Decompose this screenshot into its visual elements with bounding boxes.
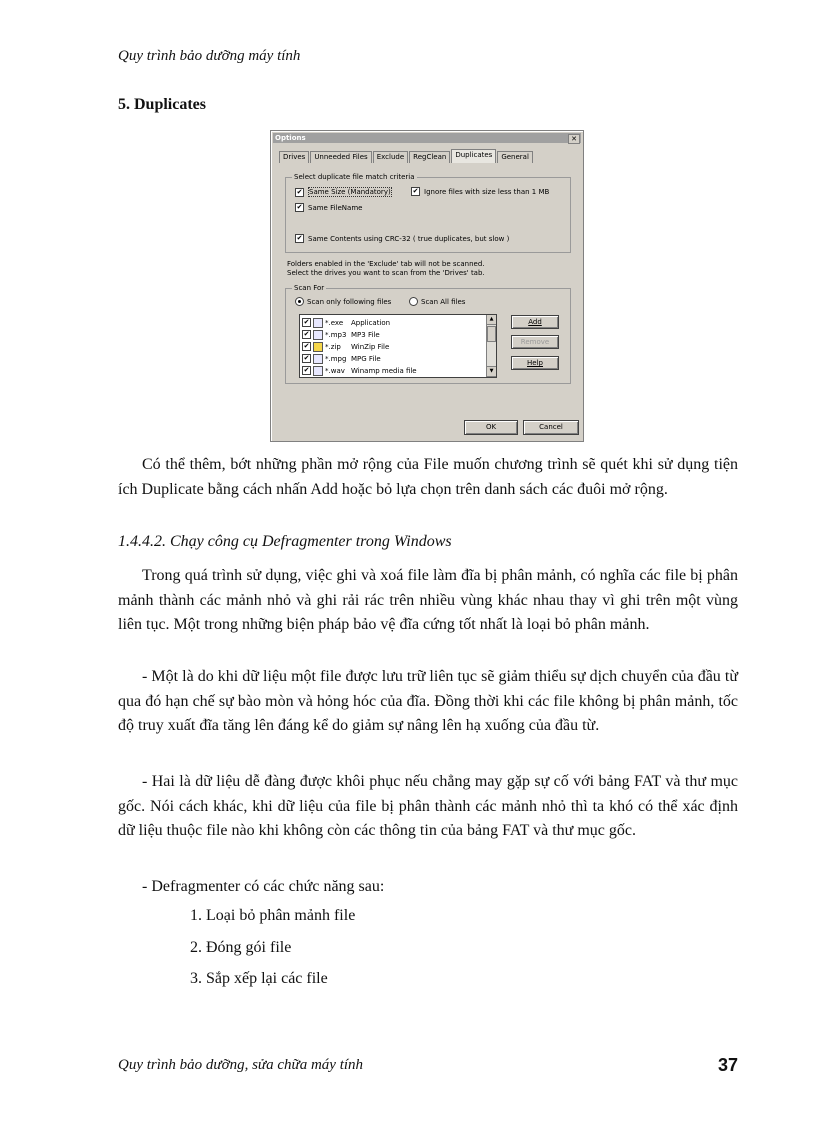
checkbox-mark: ✔ <box>296 187 303 196</box>
page-number: 37 <box>717 1055 738 1075</box>
audio-file-icon <box>313 330 323 340</box>
tab-unneeded-files[interactable]: Unneeded Files <box>310 151 371 163</box>
help-label: Help <box>527 359 543 367</box>
criteria-legend: Select duplicate file match criteria <box>294 173 415 181</box>
scan-for-legend: Scan For <box>294 284 325 292</box>
same-filename-label: Same FileName <box>308 203 363 212</box>
media-file-icon <box>313 366 323 376</box>
ignore-small-checkbox[interactable] <box>411 187 549 196</box>
same-size-label: Same Size (Mandatory) <box>309 188 391 196</box>
list-scrollbar[interactable] <box>486 315 496 377</box>
checkbox-mark: ✔ <box>303 354 310 362</box>
checkbox-mark: ✔ <box>296 203 303 211</box>
list-item[interactable] <box>302 365 417 376</box>
scan-only-radio[interactable] <box>295 297 391 306</box>
file-ext: *.mp3 <box>325 330 347 339</box>
list-item[interactable] <box>302 329 380 340</box>
section-title: 5. Duplicates <box>118 96 206 113</box>
paragraph-reason-two: - Hai là dữ liệu dễ đàng được khôi phục nếu chẳng may gặp sự cố với bảng FAT và thư mục gốc. Nói cách khác, khi dữ liệu của file bị phân thành các mảnh nhỏ thì ta khó có thể xác định dữ liệu thuộc file nào khi không còn các thông tin của bảng FAT và thư mục gốc. <box>118 773 738 839</box>
paragraph-add-extensions: Có thể thêm, bớt những phần mở rộng của File muốn chương trình sẽ quét khi sử dụng tiện ích Duplicate bằng cách nhấn Add hoặc bỏ lựa chọn trên danh sách các đuôi mở rộng. <box>118 456 738 498</box>
file-ext: *.wav <box>325 366 345 375</box>
list-item-defrag: 1. Loại bỏ phân mảnh file <box>190 907 356 924</box>
checkbox-mark: ✔ <box>296 234 303 242</box>
info-exclude: Folders enabled in the 'Exclude' tab will not be scanned. <box>287 260 485 268</box>
add-button[interactable] <box>511 315 559 329</box>
info-drives: Select the drives you want to scan from the 'Drives' tab. <box>287 269 485 277</box>
scroll-down-icon[interactable]: ▼ <box>487 366 496 377</box>
ok-button[interactable]: OK <box>464 420 518 435</box>
tab-regclean[interactable]: RegClean <box>409 151 450 163</box>
scroll-up-icon[interactable]: ▲ <box>487 315 496 325</box>
help-button[interactable] <box>511 356 559 370</box>
file-type-list[interactable] <box>299 314 497 378</box>
video-file-icon <box>313 354 323 364</box>
tab-duplicates[interactable]: Duplicates <box>451 149 496 163</box>
checkbox-mark: ✔ <box>303 342 310 350</box>
subheading-defragmenter: 1.4.4.2. Chạy công cụ Defragmenter trong Windows <box>118 533 452 550</box>
list-item[interactable] <box>302 341 389 352</box>
file-desc: Application <box>351 318 391 327</box>
file-desc: WinZip File <box>351 342 390 351</box>
file-ext: *.mpg <box>325 354 347 363</box>
remove-button[interactable]: Remove <box>511 335 559 349</box>
tab-general[interactable]: General <box>497 151 533 163</box>
tab-drives[interactable]: Drives <box>279 151 309 163</box>
checkbox-mark: ✔ <box>303 318 310 326</box>
same-size-checkbox[interactable] <box>295 187 392 197</box>
paragraph-functions-intro: - Defragmenter có các chức năng sau: <box>142 878 385 895</box>
file-desc: MPG File <box>351 354 381 363</box>
tab-strip <box>279 151 534 163</box>
radio-dot <box>409 297 418 306</box>
file-desc: Winamp media file <box>351 366 417 375</box>
list-item-arrange: 3. Sắp xếp lại các file <box>190 970 328 987</box>
paragraph-reason-one: - Một là do khi dữ liệu một file được lưu trữ liên tục sẽ giảm thiểu sự dịch chuyển của đầu từ qua đó hạn chế sự bào mòn và hỏng hóc của đĩa. Đồng thời khi các file không bị phân mảnh, tốc độ truy xuất đĩa tăng lên đáng kể do giảm sự nâng lên hạ xuống của đầu từ. <box>118 668 738 734</box>
add-label: Add <box>528 318 542 326</box>
checkbox-mark: ✔ <box>303 366 310 374</box>
scan-all-radio[interactable] <box>409 297 465 306</box>
close-icon[interactable]: ✕ <box>568 134 580 144</box>
list-item-pack: 2. Đóng gói file <box>190 939 292 956</box>
options-dialog <box>270 130 584 442</box>
file-ext: *.zip <box>325 342 341 351</box>
scan-all-label: Scan All files <box>421 297 466 306</box>
running-header: Quy trình bảo dưỡng máy tính <box>118 48 301 64</box>
tab-exclude[interactable]: Exclude <box>373 151 408 163</box>
list-item[interactable] <box>302 317 390 328</box>
cancel-button[interactable]: Cancel <box>523 420 579 435</box>
dialog-title: Options <box>275 134 306 142</box>
file-ext: *.exe <box>325 318 344 327</box>
same-filename-checkbox[interactable] <box>295 203 362 212</box>
running-footer: Quy trình bảo dưỡng, sửa chữa máy tính <box>118 1057 364 1073</box>
same-contents-label: Same Contents using CRC-32 ( true duplicates, but slow ) <box>308 234 510 243</box>
scroll-thumb[interactable] <box>487 326 496 342</box>
application-file-icon <box>313 318 323 328</box>
checkbox-mark: ✔ <box>412 187 419 195</box>
same-contents-checkbox[interactable] <box>295 234 509 243</box>
file-desc: MP3 File <box>351 330 380 339</box>
list-item[interactable] <box>302 353 381 364</box>
radio-dot <box>295 297 304 306</box>
ignore-small-label: Ignore files with size less than 1 MB <box>424 187 550 196</box>
zip-file-icon <box>313 342 323 352</box>
scan-only-label: Scan only following files <box>307 297 392 306</box>
paragraph-fragmentation: Trong quá trình sử dụng, việc ghi và xoá file làm đĩa bị phân mảnh, có nghĩa các file bị phân mảnh thành các mảnh nhỏ và ghi rải rác trên nhiều vùng khác nhau thay vì ghi trên một vùng liên tục. Một trong những biện pháp bảo vệ đĩa cứng tốt nhất là loại bỏ phân mảnh. <box>118 567 738 633</box>
checkbox-mark: ✔ <box>303 330 310 338</box>
dialog-titlebar <box>273 133 581 143</box>
